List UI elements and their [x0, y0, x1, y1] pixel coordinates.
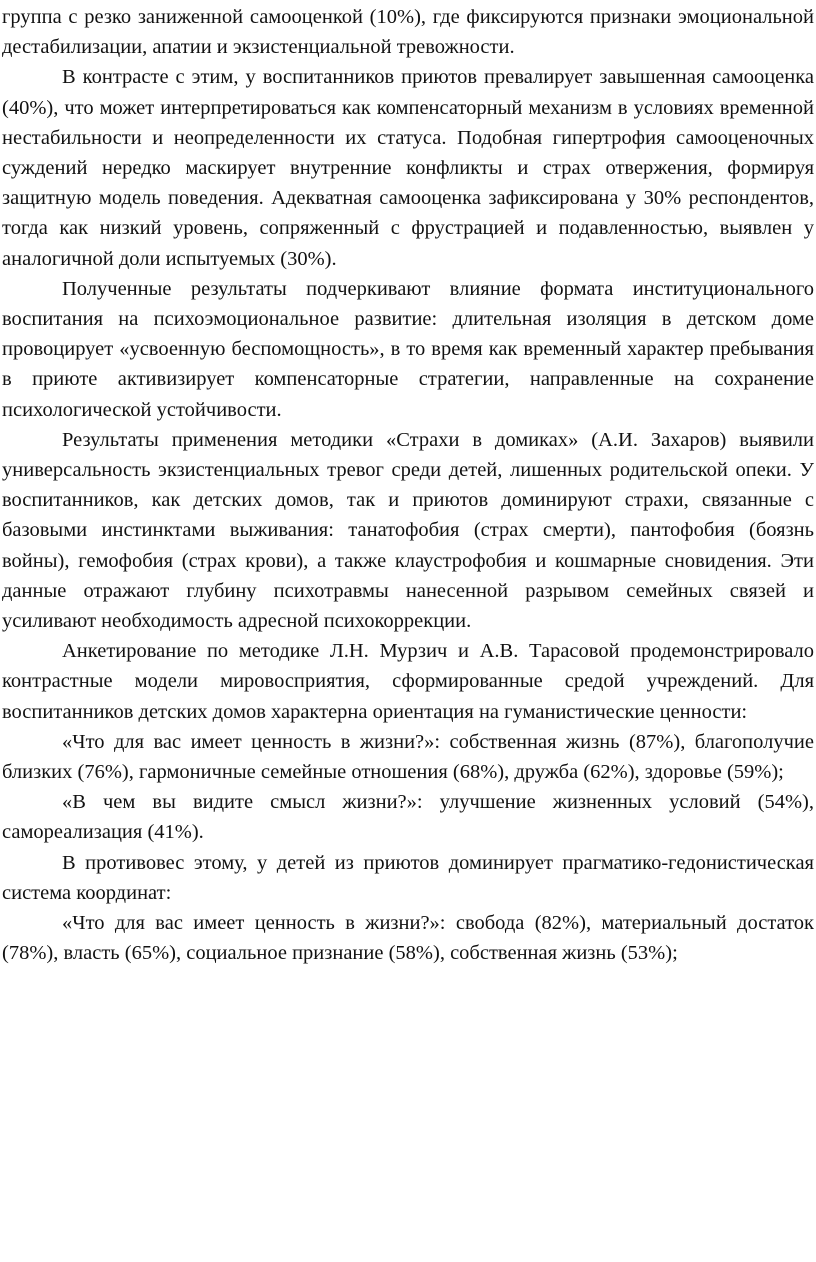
paragraph-shelter-self-esteem: В контрасте с этим, у воспитанников приютов превалирует завышенная самооценка (40%), что может интерпретироваться как компенсаторный механизм в условиях временной нестабильности и неопределенности их статуса. Подобная гипертрофия самооценочных суждений нередко маскирует внутренние конфликты и страх отвержения, формируя защитную модель поведения. Адекватная самооценка зафиксирована у 30% респондентов, тогда как низкий уровень, сопряженный с фрустрацией и подавленностью, выявлен у аналогичной доли испытуемых (30%). [2, 66, 814, 270]
paragraph-orphanage-meaning-of-life: «В чем вы видите смысл жизни?»: улучшение жизненных условий (54%), самореализация (41%). [2, 791, 814, 844]
paragraph-fears-method: Результаты применения методики «Страхи в домиках» (А.И. Захаров) выявили универсальность экзистенциальных тревог среди детей, лишенных родительской опеки. У воспитанников, как детских домов, так и приютов доминируют страхи, связанные с базовыми инстинктами выживания: танатофобия (страх смерти), пантофобия (боязнь войны), гемофобия (страх крови), а также клаустрофобия и кошмарные сновидения. Эти данные отражают глубину психотравмы нанесенной разрывом семейных связей и усиливают необходимость адресной психокоррекции. [2, 428, 814, 633]
paragraph-self-esteem-low-group: группа с резко заниженной самооценкой (10%), где фиксируются признаки эмоциональной дестабилизации, апатии и экзистенциальной тревожности. [2, 6, 814, 59]
paragraph-shelter-values: «Что для вас имеет ценность в жизни?»: свобода (82%), материальный достаток (78%), власть (65%), социальное признание (58%), собственная жизнь (53%); [2, 912, 814, 965]
paragraph-questionnaire-method: Анкетирование по методике Л.Н. Мурзич и А.В. Тарасовой продемонстрировало контрастные модели мировосприятия, сформированные средой учреждений. Для воспитанников детских домов характерна ориентация на гуманистические ценности: [2, 640, 814, 723]
paragraph-results-summary: Полученные результаты подчеркивают влияние формата институционального воспитания на психоэмоциональное развитие: длительная изоляция в детском доме провоцирует «усвоенную беспомощность», в то время как временный характер пребывания в приюте активизирует компенсаторные стратегии, направленные на сохранение психологической устойчивости. [2, 277, 814, 421]
paragraph-orphanage-values: «Что для вас имеет ценность в жизни?»: собственная жизнь (87%), благополучие близких (76%), гармоничные семейные отношения (68%), дружба (62%), здоровье (59%); [2, 730, 814, 784]
paragraph-shelter-contrast: В противовес этому, у детей из приютов доминирует прагматико-гедонистическая система координат: [2, 851, 814, 904]
